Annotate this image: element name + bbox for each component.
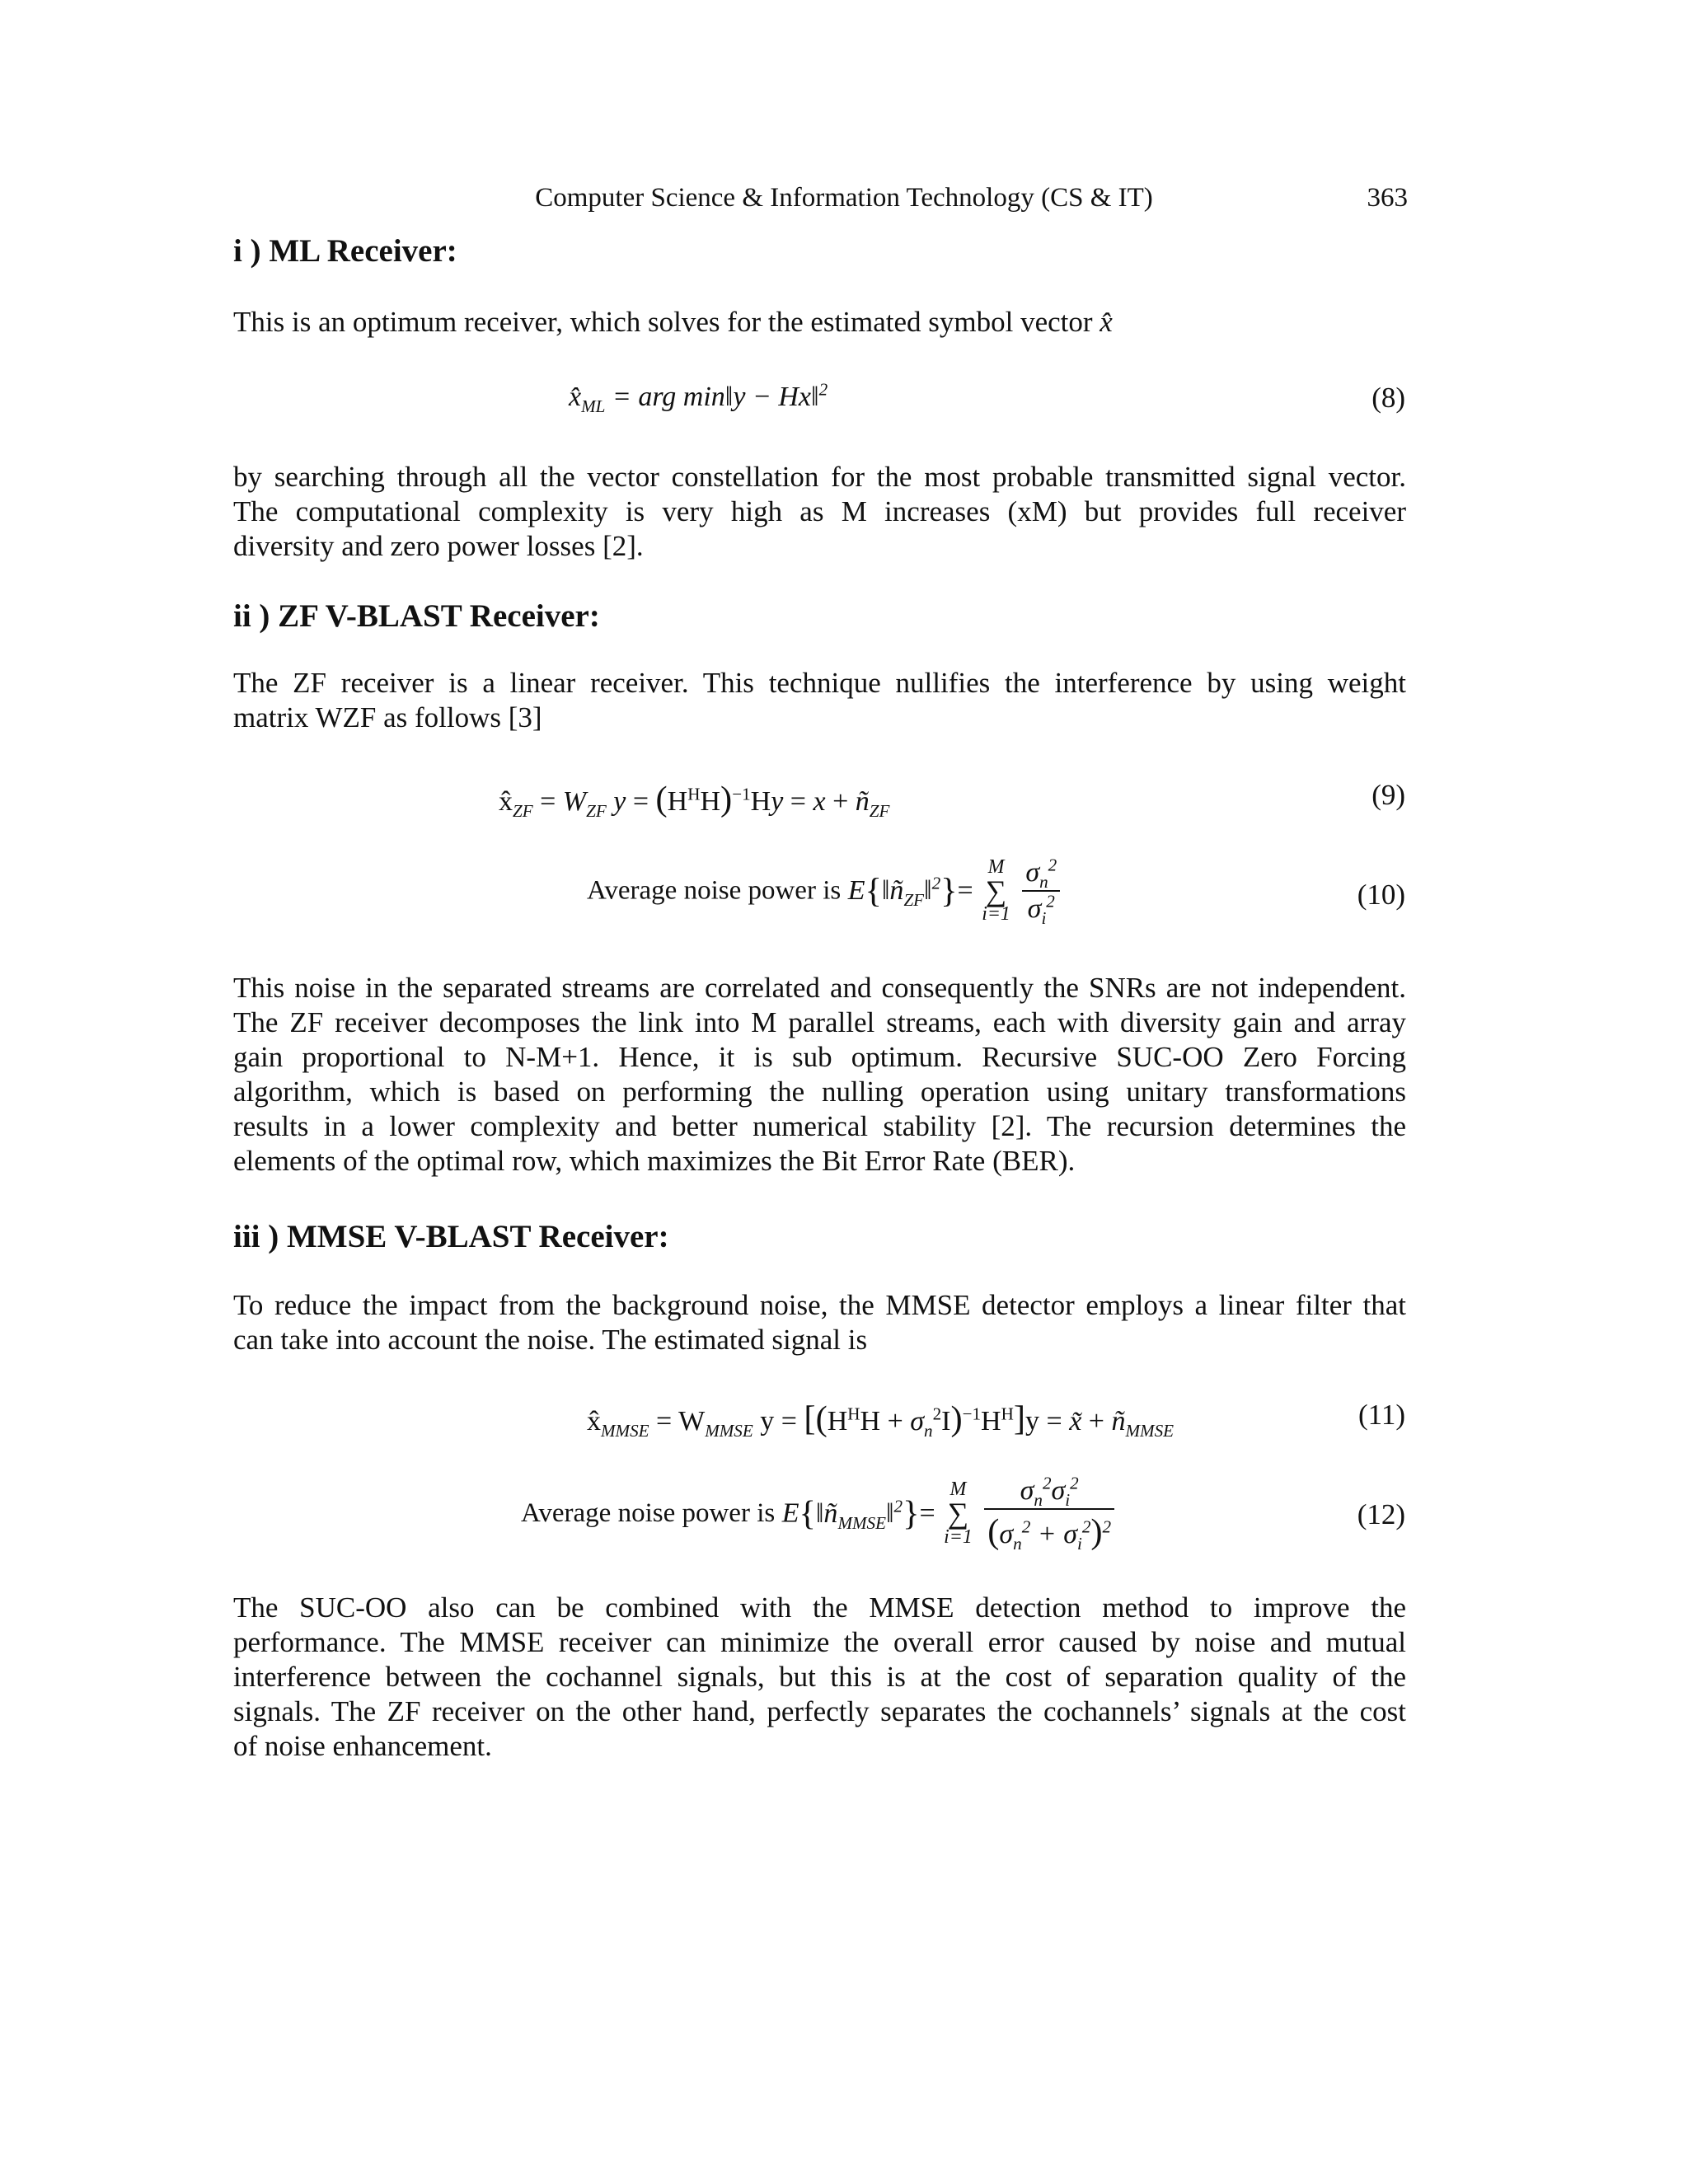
zf-after-line-3: gain proportional to N-M+1. Hence, it is sub optimum. Recursive SUC-OO Zero Forcing: [233, 1041, 1406, 1073]
mmse-intro-paragraph: [233, 1288, 1406, 1357]
ml-after-paragraph: [233, 460, 1406, 564]
zf-after-line-1: This noise in the separated streams are correlated and consequently the SNRs are not independent.: [233, 972, 1406, 1004]
equation-11-number: (11): [1357, 1399, 1405, 1431]
zf-intro-line-2: matrix WZF as follows [3]: [233, 701, 542, 733]
running-head: Computer Science & Information Technology (CS & IT): [535, 183, 1153, 213]
mmse-after-line-2: performance. The MMSE receiver can minimize the overall error caused by noise and mutual: [233, 1626, 1406, 1658]
equation-10-fraction: $\frac{\sigma_n^2}{\sigma_i^2}$: [1022, 857, 1060, 925]
section-heading-mmse: iii ) MMSE V-BLAST Receiver:: [233, 1219, 669, 1254]
page-number: 363: [1367, 183, 1408, 213]
mmse-after-line-4: signals. The ZF receiver on the other hand, perfectly separates the cochannels’ signals at the cost: [233, 1695, 1406, 1727]
section-heading-zf: ii ) ZF V-BLAST Receiver:: [233, 598, 600, 634]
equation-8-number: (8): [1372, 382, 1405, 414]
mmse-intro-line-1: To reduce the impact from the background noise, the MMSE detector employs a linear filter that: [233, 1289, 1406, 1321]
equation-12-fraction: $\frac{\sigma_n^2\sigma_i^2}{(\sigma_n^2 + \sigma_i^2)^2}$: [984, 1475, 1114, 1552]
equation-10-number: (10): [1357, 879, 1405, 911]
mmse-intro-line-2: can take into account the noise. The estimated signal is: [233, 1324, 868, 1356]
zf-intro-line-1: The ZF receiver is a linear receiver. This technique nullifies the interference by using weight: [233, 667, 1406, 699]
equation-10-sum: M ∑ i=1: [982, 856, 1010, 926]
ml-intro-paragraph: [233, 305, 1406, 340]
equation-8-body: $x̂_{ML}$ = arg min‖y − Hx‖$^2$: [569, 379, 828, 416]
equation-10-prefix: Average noise power is: [587, 875, 842, 906]
mmse-after-line-5: of noise enhancement.: [233, 1730, 492, 1762]
equation-12-body: Average noise power is $E\{‖ñ_{MMSE}‖^2\}= M$ ∑ i=1 $\frac{\sigma_n^2\sigma_i^2}{(\sigma_n^2 + \sigma_i^2)^2}$: [521, 1475, 1118, 1552]
zf-after-line-5: results in a lower complexity and better numerical stability [2]. The recursion determines the: [233, 1110, 1406, 1142]
ml-after-line-2: The computational complexity is very high as M increases (xM) but provides full receiver: [233, 495, 1406, 527]
ml-after-line-3: diversity and zero power losses [2].: [233, 530, 644, 562]
mmse-after-paragraph: [233, 1591, 1406, 1764]
ml-intro-text: This is an optimum receiver, which solves for the estimated symbol vector: [233, 306, 1093, 338]
zf-intro-paragraph: [233, 666, 1406, 735]
mmse-after-line-3: interference between the cochannel signals, but this is at the cost of separation quality of the: [233, 1661, 1406, 1693]
section-heading-ml: i ) ML Receiver:: [233, 233, 457, 269]
ml-after-line-1: by searching through all the vector constellation for the most probable transmitted signal vector.: [233, 461, 1406, 493]
equation-12-number: (12): [1357, 1498, 1405, 1530]
ml-intro-symbol: x̂: [1100, 306, 1113, 338]
equation-12-prefix: Average noise power is: [521, 1498, 776, 1528]
zf-after-line-6: elements of the optimal row, which maximizes the Bit Error Rate (BER).: [233, 1145, 1076, 1177]
zf-after-line-4: algorithm, which is based on performing the nulling operation using unitary transformations: [233, 1076, 1406, 1108]
equation-9-number: (9): [1372, 779, 1405, 811]
equation-10-body: Average noise power is $E\{‖ñ_{ZF}‖^2\}= M$ ∑ i=1 $\frac{\sigma_n^2}{\sigma_i^2}$: [587, 857, 1063, 925]
equation-9-body: $x̂_{ZF} = W_{ZF}$ $y = (H^HH)^{-1}Hy = x$ + $ñ_{ZF}$: [499, 780, 890, 821]
mmse-after-line-1: The SUC-OO also can be combined with the MMSE detection method to improve the: [233, 1591, 1406, 1624]
zf-after-paragraph: [233, 971, 1406, 1179]
zf-after-line-2: The ZF receiver decomposes the link into M parallel streams, each with diversity gain and array: [233, 1006, 1406, 1038]
equation-12-sum: M ∑ i=1: [944, 1479, 973, 1548]
equation-11-body: $x̂_{MMSE} = W_{MMSE}$ $y = [(H^HH + \sigma_n^2I)^{-1}H^H]y$ = x̃ + $ñ_{MMSE}$: [587, 1399, 1174, 1441]
